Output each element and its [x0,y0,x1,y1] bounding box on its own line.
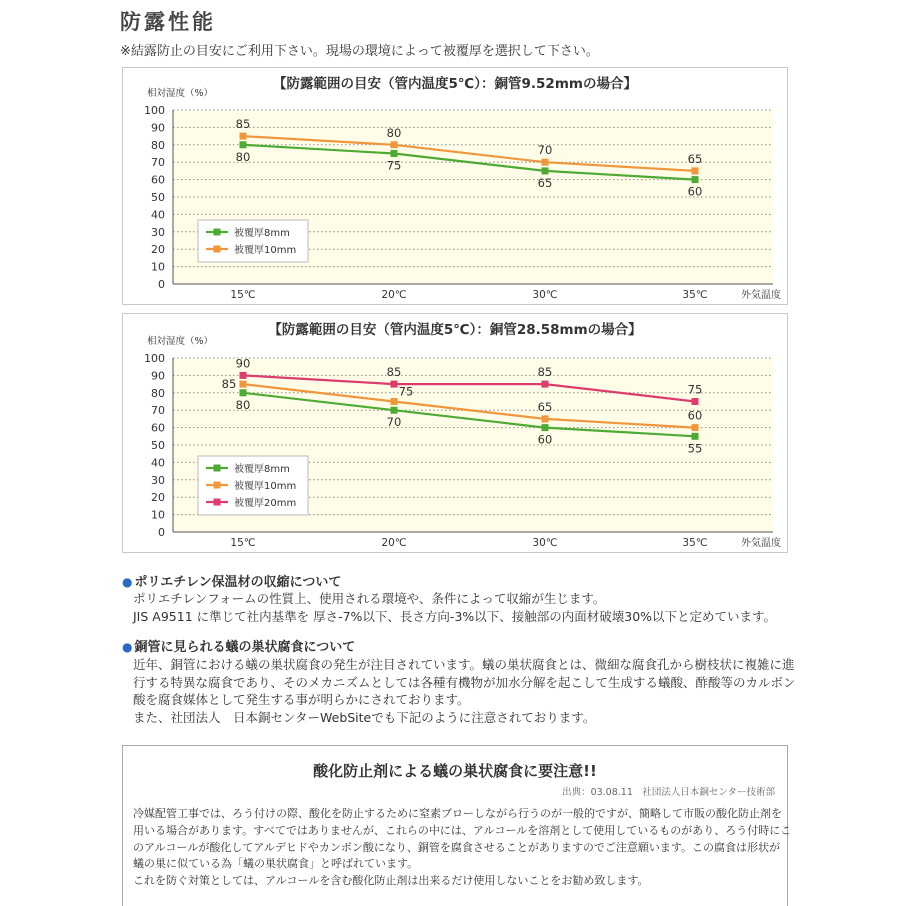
y-tick-label: 0 [158,278,165,291]
legend-label-1: 被覆厚10mm [234,481,297,492]
data-point [692,433,699,440]
bullet-icon: ● [122,575,133,589]
notice-line: 蟻の巣に似ている為「蟻の巣状腐食」と呼ばれています。 [133,857,419,871]
x-tick-label: 30℃ [532,537,558,549]
x-tick-label: 15℃ [230,537,256,549]
data-label: 80 [386,125,402,140]
data-point [692,424,699,431]
y-tick-label: 70 [151,404,165,418]
y-tick-label: 60 [151,173,165,187]
x-tick-label: 20℃ [381,289,407,301]
y-tick-label: 0 [158,526,165,539]
data-label: 80 [235,397,251,412]
legend-marker-0 [214,229,221,236]
data-label: 70 [386,415,402,430]
x-tick-label: 20℃ [381,537,407,549]
notice-title: 酸化防止剤による蟻の巣状腐食に要注意!! [313,762,597,780]
chart-panel-pipe-9-52 [122,67,788,305]
data-label: 65 [537,399,553,414]
y-axis-label: 相対湿度（%） [147,88,214,99]
y-tick-label: 90 [151,121,165,135]
data-point [542,159,549,166]
y-tick-label: 80 [151,138,165,152]
y-axis-label: 相対湿度（%） [147,336,214,347]
section-heading-shrink [122,571,341,590]
x-axis-label: 外気温度 [741,538,781,549]
y-tick-label: 20 [151,491,165,505]
y-tick-label: 60 [151,421,165,435]
data-point [692,398,699,405]
data-point [240,141,247,148]
x-tick-label: 30℃ [532,289,558,301]
data-point [391,141,398,148]
data-label: 90 [235,356,251,371]
y-tick-label: 70 [151,156,165,170]
data-point [240,381,247,388]
data-point [391,150,398,157]
y-tick-label: 100 [144,104,165,117]
page-title: 防露性能 [120,10,216,34]
section-body-shrink [133,590,776,625]
legend-marker-1 [214,246,221,253]
data-label: 70 [537,143,553,158]
humidity-chart-pipe-28-58 [123,314,787,552]
notice-source: 出典：03.08.11 社団法人日本銅センター技術部 [562,787,775,798]
y-tick-label: 50 [151,439,165,452]
paragraph-line: 酸を腐食媒体として発生する事が明らかにされております。 [133,692,470,707]
paragraph-line: JIS A9511 に準じて社内基準を 厚さ-7%以下、長さ方向-3%以下、接触部の内面材破壊30%以下と定めています。 [133,608,777,624]
section-heading-corrosion-text: 銅管に見られる蟻の巣状腐食について [134,640,356,655]
data-label: 75 [687,382,703,397]
data-label: 60 [537,432,553,447]
page-subtitle: ※結露防止の目安にご利用下さい。現場の環境によって被覆厚を選択して下さい。 [120,44,599,59]
legend-marker-0 [214,465,221,472]
data-label: 80 [235,149,251,164]
legend-label-2: 被覆厚20mm [234,498,297,509]
notice-line: のアルコールが酸化してアルデヒドやカンボン酸になり、銅管を腐食させることがありますのでご注意願います。この腐食は形状が [133,840,781,854]
data-label: 65 [537,175,553,190]
data-point [542,415,549,422]
data-point [542,381,549,388]
notice-body [133,806,791,890]
y-tick-label: 40 [151,208,165,222]
data-point [542,424,549,431]
chart-title: 【防露範囲の目安（管内温度5℃）：銅管9.52mmの場合】 [273,76,637,92]
data-point [240,372,247,379]
legend-label-0: 被覆厚8mm [234,464,290,475]
data-point [391,398,398,405]
y-tick-label: 30 [151,225,165,239]
data-point [542,167,549,174]
chart-title: 【防露範囲の目安（管内温度5℃）：銅管28.58mmの場合】 [268,322,642,338]
x-tick-label: 35℃ [682,289,708,301]
humidity-chart-pipe-9-52 [123,68,787,304]
data-label: 65 [687,151,703,166]
chart-panel-pipe-28-58 [122,313,788,553]
data-label: 85 [221,377,237,392]
section-heading-shrink-text: ポリエチレン保温材の収縮について [134,575,342,590]
y-tick-label: 80 [151,386,165,400]
data-point [391,407,398,414]
bullet-icon: ● [122,640,133,654]
paragraph-line: 近年、銅管における蟻の巣状腐食の発生が注目されています。蟻の巣状腐食とは、微細な腐食孔から樹枝状に複雑に進 [133,657,795,672]
paragraph-line: ポリエチレンフォームの性質上、使用される環境や、条件によって収縮が生じます。 [133,591,606,606]
x-tick-label: 15℃ [230,289,256,301]
data-label: 85 [537,365,553,380]
data-point [692,167,699,174]
y-tick-label: 10 [151,260,165,274]
data-point [240,389,247,396]
y-tick-label: 50 [151,191,165,204]
data-point [391,381,398,388]
legend-label-0: 被覆厚8mm [234,228,290,239]
paragraph-line: また、社団法人 日本銅センターWebSiteでも下記のように注意されております。 [133,709,596,725]
y-tick-label: 20 [151,243,165,257]
y-tick-label: 100 [144,352,165,365]
data-label: 60 [687,408,703,423]
data-label: 85 [235,117,251,132]
data-point [240,133,247,140]
y-tick-label: 90 [151,369,165,383]
legend-marker-1 [214,482,221,489]
x-axis-label: 外気温度 [741,290,781,301]
notice-box [122,745,792,906]
data-label: 75 [398,384,414,399]
legend-marker-2 [214,499,221,506]
paragraph-line: 行する特異な腐食であり、そのメカニズムとしては各種有機物が加水分解を起こして生成する蟻酸、酢酸等のカルボン [133,674,796,690]
notice-line: 冷媒配管工事では、ろう付けの際、酸化を防止するために窒素ブローしながら行うのが一般的ですが、簡略して市販の酸化防止剤を [133,807,782,820]
data-label: 75 [386,158,402,173]
notice-line: これを防ぐ対策としては、アルコールを含む酸化防止剤は出来るだけ使用しないことをお勧め致します。 [133,874,649,888]
section-body-corrosion [133,656,796,726]
data-label: 55 [687,441,703,456]
y-tick-label: 10 [151,508,165,522]
x-tick-label: 35℃ [682,537,708,549]
data-label: 60 [687,184,703,199]
y-tick-label: 40 [151,456,165,470]
section-heading-corrosion [122,636,355,655]
y-tick-label: 30 [151,473,165,487]
notice-line: 用いる場合があります。すべてではありませんが、これらの中には、アルコールを溶剤として使用しているものがあり、ろう付時にこ [133,823,792,837]
data-point [692,176,699,183]
legend-label-1: 被覆厚10mm [234,245,297,256]
data-label: 85 [386,365,402,380]
